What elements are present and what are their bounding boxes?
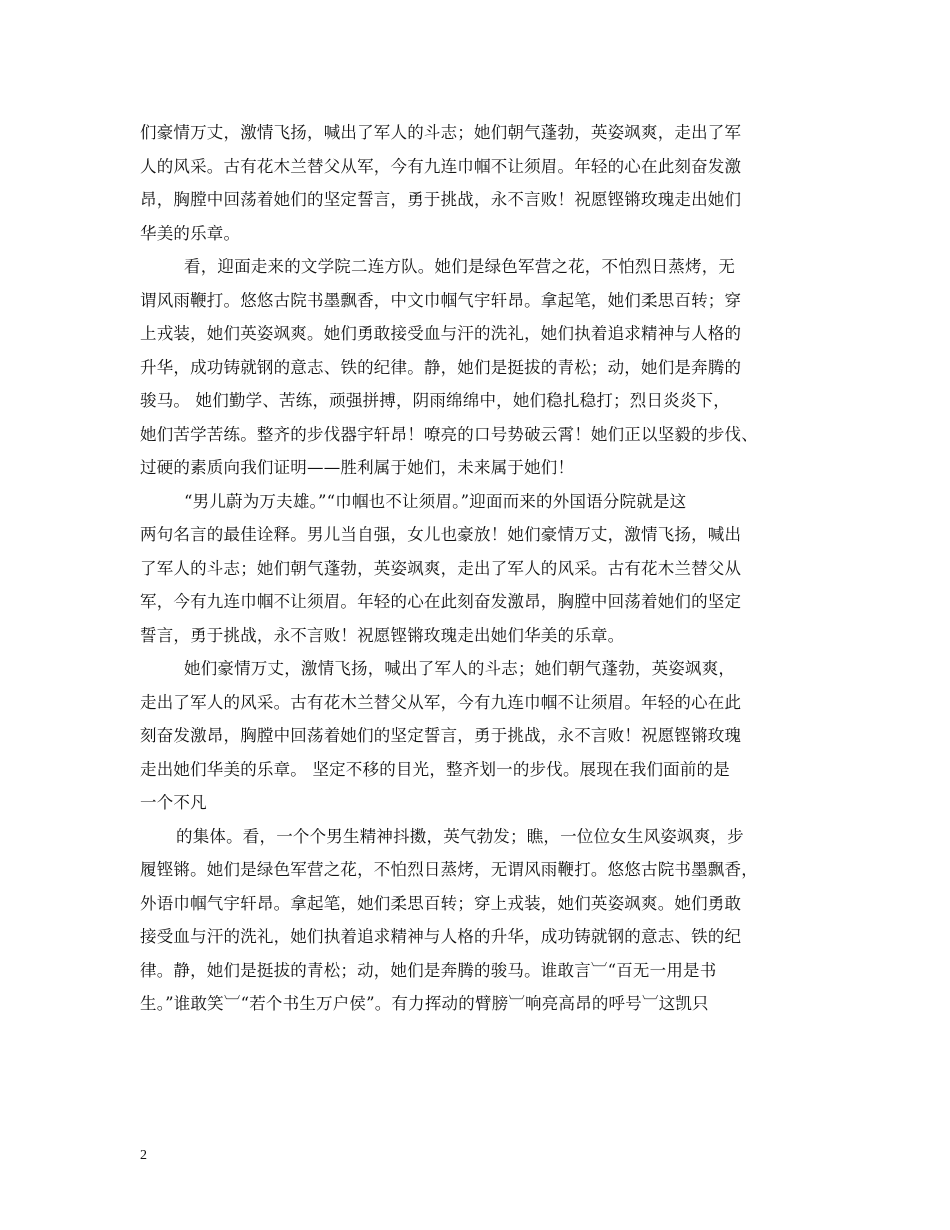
text-line: 誓言，勇于挑战，永不言败！祝愿铿锵玫瑰走出她们华美的乐章。 [140, 625, 625, 645]
text-line: 升华，成功铸就钢的意志、铁的纪律。静，她们是挺拔的青松；动，她们是奔腾的 [140, 357, 742, 377]
text-line: 她们豪情万丈，激情飞扬，喊出了军人的斗志；她们朝气蓬勃，英姿飒爽， [184, 659, 736, 678]
text-line: 律。静，她们是挺拔的青松；动，她们是奔腾的骏马。谁敢言︺“百无一用是书 [140, 960, 717, 980]
text-line: 昂，胸膛中回荡着她们的坚定誓言，勇于挑战，永不言败！祝愿铿锵玫瑰走出她们 [140, 190, 742, 209]
text-line: 看，迎面走来的文学院二连方队。她们是绿色军营之花，不怕烈日蒸烤，无 [184, 257, 736, 276]
text-line: 的集体。看，一个个男生精神抖擞，英气勃发；瞧，一位位女生风姿飒爽，步 [176, 826, 744, 846]
page-number: 2 [140, 1148, 147, 1163]
text-line: 谓风雨鞭打。悠悠古院书墨飘香，中文巾帼气宇轩昂。拿起笔，她们柔思百转；穿 [140, 290, 742, 310]
text-line: 军，今有九连巾帼不让须眉。年轻的心在此刻奋发激昂，胸膛中回荡着她们的坚定 [140, 592, 742, 611]
text-line: 履铿锵。她们是绿色军营之花，不怕烈日蒸烤，无谓风雨鞭打。悠悠古院书墨飘香， [140, 860, 758, 879]
text-line: 了军人的斗志；她们朝气蓬勃，英姿飒爽，走出了军人的风采。古有花木兰替父从 [140, 558, 742, 578]
text-line: 们豪情万丈，激情飞扬，喊出了军人的斗志；她们朝气蓬勃，英姿飒爽，走出了军 [140, 123, 742, 142]
text-line: 生。”谁敢笑︺“若个书生万户侯”。有力挥动的臂膀︺响亮高昂的呼号︺这凯只 [140, 994, 709, 1013]
body-text [140, 116, 830, 1021]
text-line: 人的风采。古有花木兰替父从军，今有九连巾帼不让须眉。年轻的心在此刻奋发激 [140, 156, 742, 176]
text-line: “男儿蔚为万夫雄。”“巾帼也不让须眉。”迎面而来的外国语分院就是这 [184, 491, 687, 511]
text-line: 接受血与汗的洗礼，她们执着追求精神与人格的升华，成功铸就钢的意志、铁的纪 [140, 927, 742, 946]
text-line: 她们苦学苦练。整齐的步伐器宇轩昂！嘹亮的口号势破云霄！她们正以坚毅的步伐、 [140, 424, 758, 444]
text-line: 过硬的素质向我们证明——胜利属于她们，未来属于她们！ [140, 458, 575, 477]
text-line: 骏马。 她们勤学、苦练，顽强拼搏，阴雨绵绵中，她们稳扎稳打；烈日炎炎下， [140, 391, 730, 410]
text-line: 华美的乐章。 [140, 223, 241, 243]
text-line: 走出了军人的风采。古有花木兰替父从军，今有九连巾帼不让须眉。年轻的心在此 [140, 692, 742, 712]
text-line: 上戎装，她们英姿飒爽。她们勇敢接受血与汗的洗礼，她们执着追求精神与人格的 [140, 324, 742, 343]
text-line: 外语巾帼气宇轩昂。拿起笔，她们柔思百转；穿上戎装，她们英姿飒爽。她们勇敢 [140, 893, 742, 913]
text-line: 一个不凡 [140, 793, 207, 812]
text-line: 两句名言的最佳诠释。男儿当自强，女儿也豪放！她们豪情万丈，激情飞扬，喊出 [140, 525, 742, 544]
text-line: 刻奋发激昂，胸膛中回荡着她们的坚定誓言，勇于挑战，永不言败！祝愿铿锵玫瑰 [140, 726, 742, 745]
text-line: 走出她们华美的乐章。 坚定不移的目光，整齐划一的步伐。展现在我们面前的是 [140, 759, 730, 779]
